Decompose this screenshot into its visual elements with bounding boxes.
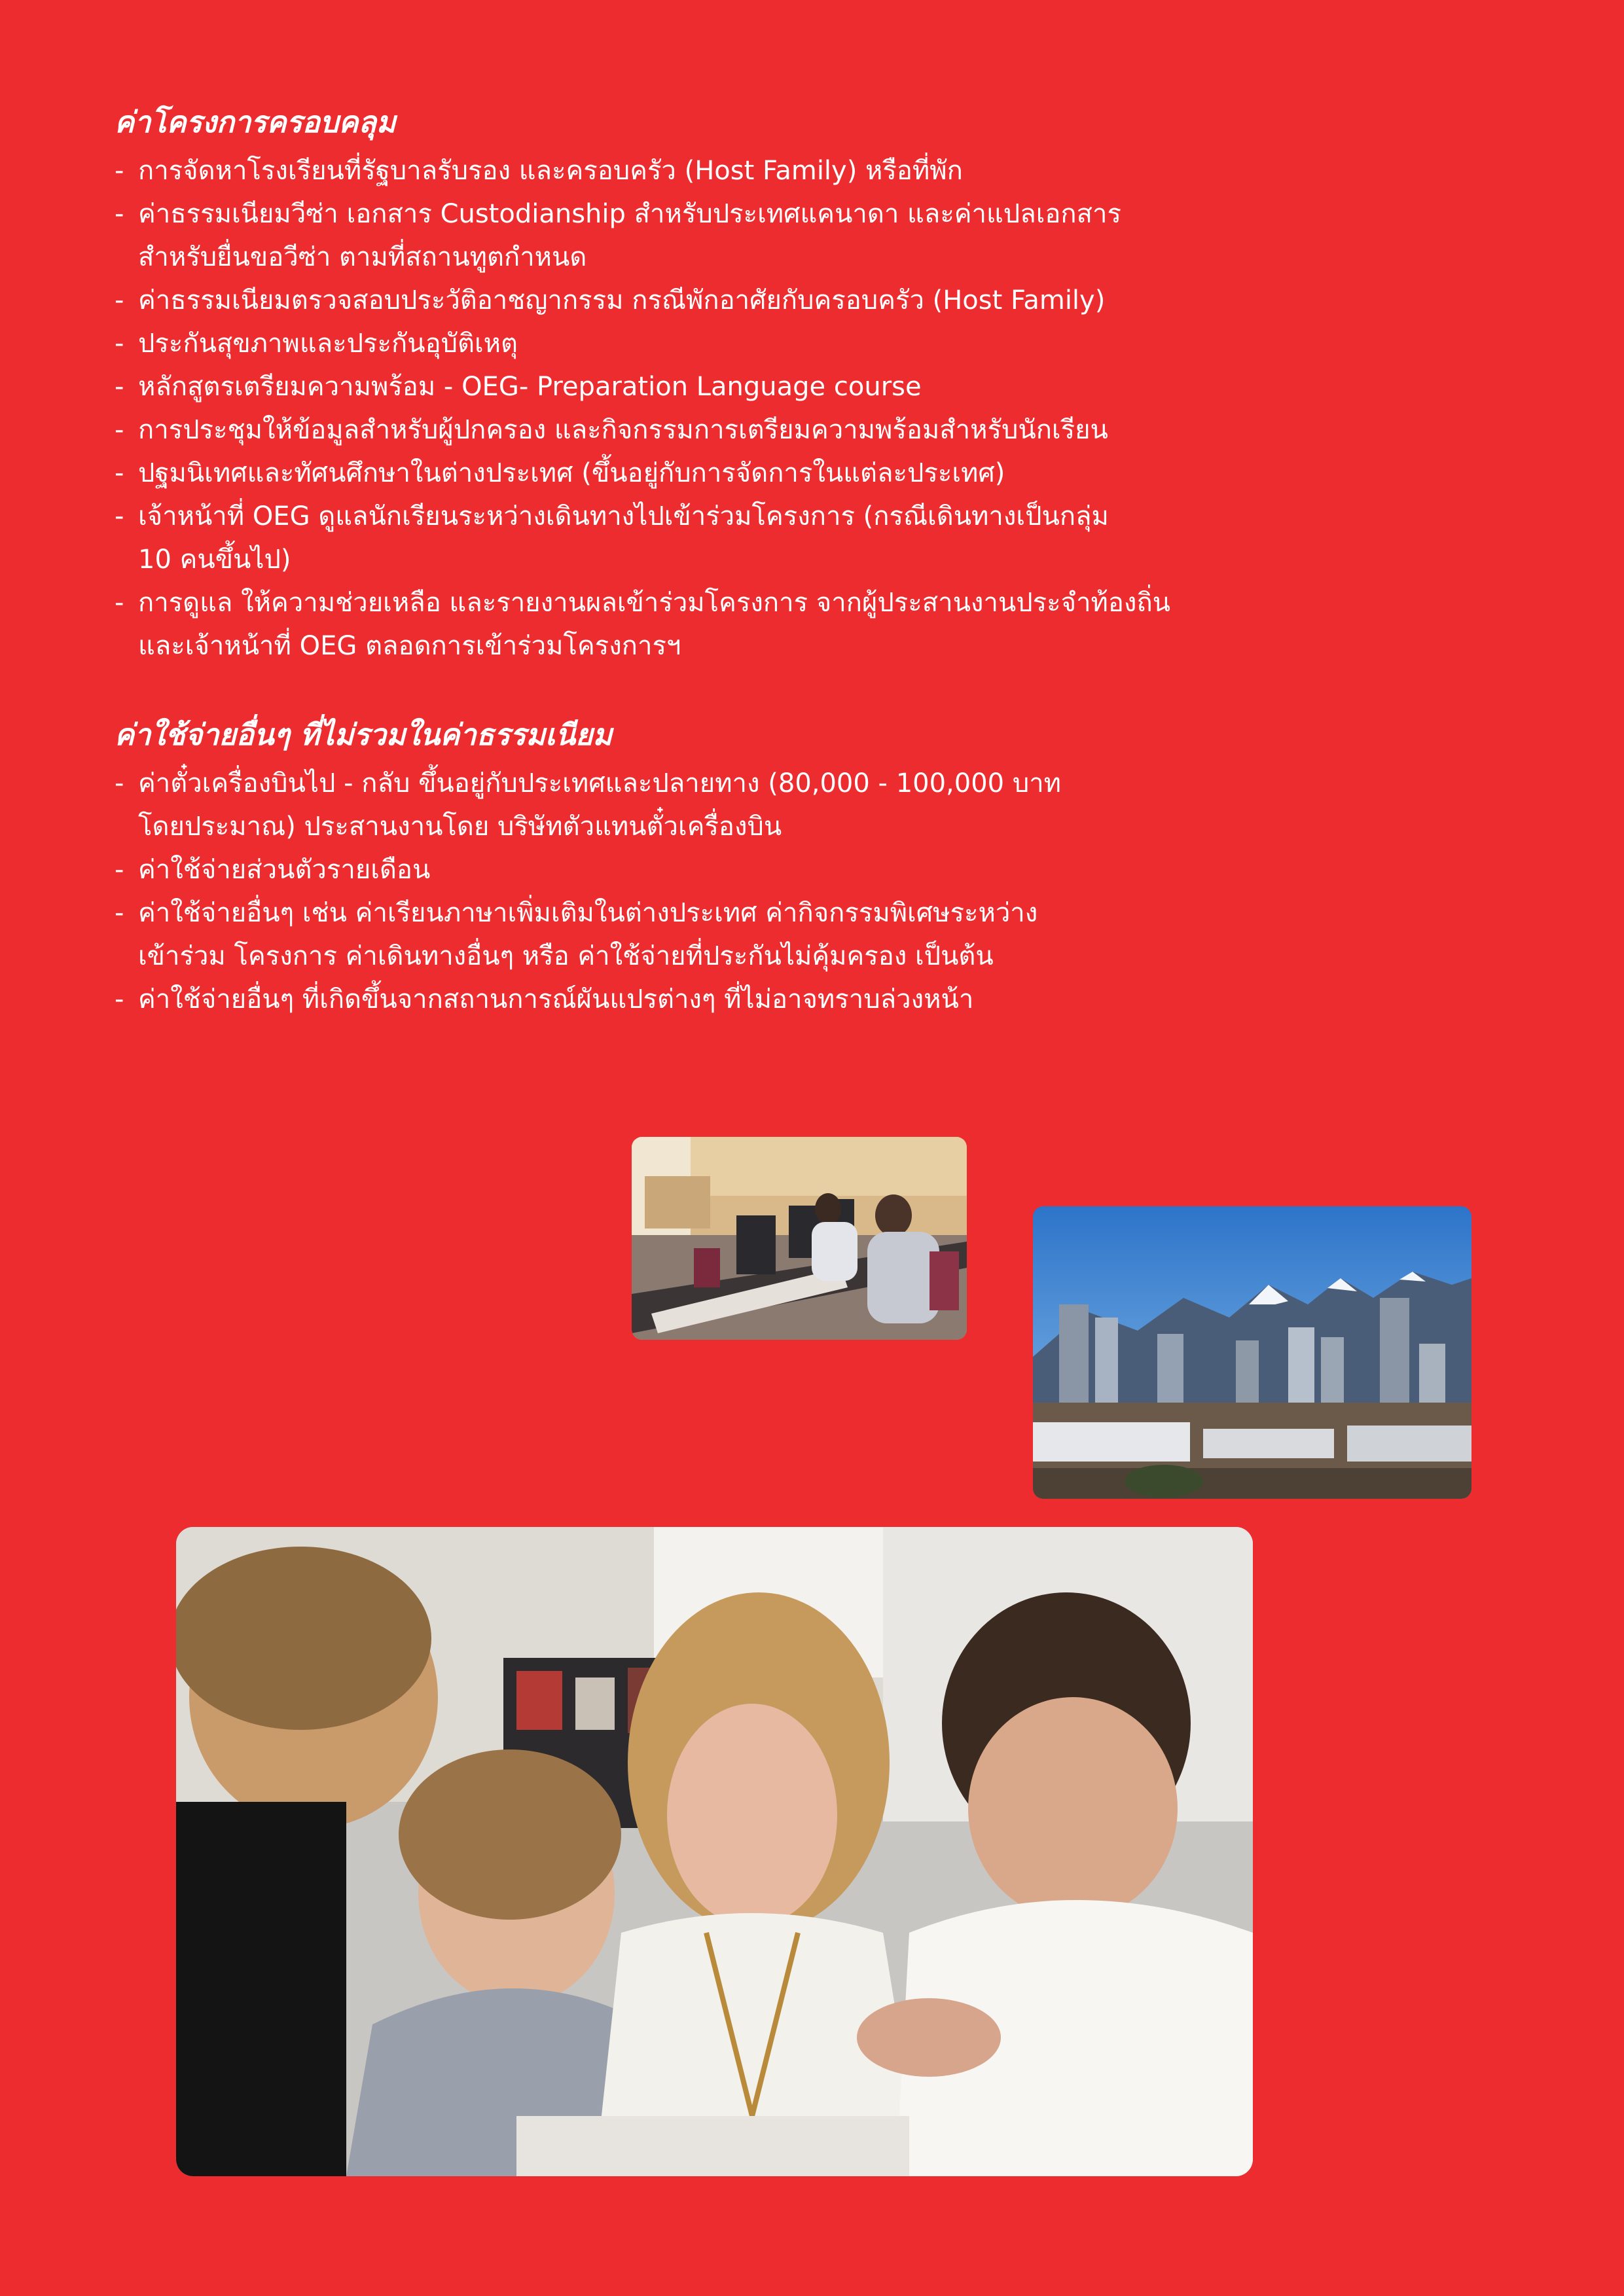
included-costs-title: ค่าโครงการครอบคลุม [115, 105, 396, 139]
list-item-text: ค่าตั๋วเครื่องบินไป - กลับ ขึ้นอยู่กับประเทศและปลายทาง (80,000 - 100,000 บาท [138, 768, 1062, 798]
list-item-continuation: 10 คนขึ้นไป) [138, 545, 291, 575]
list-item-text: การประชุมให้ข้อมูลสำหรับผู้ปกครอง และกิจกรรมการเตรียมความพร้อมสำหรับนักเรียน [138, 415, 1108, 445]
included-list-item [115, 149, 1522, 192]
list-item-text: ประกันสุขภาพและประกันอุบัติเหตุ [138, 329, 518, 359]
bullet-dash: - [115, 285, 124, 315]
included-list-item [115, 408, 1522, 452]
list-item-text: ค่าใช้จ่ายส่วนตัวรายเดือน [138, 855, 431, 885]
list-item-continuation: และเจ้าหน้าที่ OEG ตลอดการเข้าร่วมโครงการฯ [138, 631, 681, 661]
bullet-dash: - [115, 156, 124, 186]
teacher-students-photo [176, 1527, 1253, 2176]
excluded-list-item [115, 978, 1522, 1021]
list-item-text: ค่าธรรมเนียมตรวจสอบประวัติอาชญากรรม กรณีพักอาศัยกับครอบครัว (Host Family) [138, 285, 1106, 315]
included-costs-section [115, 99, 1522, 668]
bullet-dash: - [115, 415, 124, 445]
included-list-item [115, 495, 1522, 581]
bullet-dash: - [115, 855, 124, 885]
bullet-dash: - [115, 898, 124, 928]
list-item-text: ค่าใช้จ่ายอื่นๆ เช่น ค่าเรียนภาษาเพิ่มเติมในต่างประเทศ ค่ากิจกรรมพิเศษระหว่าง [138, 898, 1038, 928]
list-item-text: หลักสูตรเตรียมความพร้อม - OEG- Preparation Language course [138, 372, 922, 402]
included-list-item [115, 452, 1522, 495]
bullet-dash: - [115, 501, 124, 531]
excluded-costs-list [115, 762, 1522, 1021]
bullet-dash: - [115, 372, 124, 402]
list-item-text: การจัดหาโรงเรียนที่รัฐบาลรับรอง และครอบครัว (Host Family) หรือที่พัก [138, 156, 963, 186]
list-item-text: การดูแล ให้ความช่วยเหลือ และรายงานผลเข้าร่วมโครงการ จากผู้ประสานงานประจำท้องถิ่น [138, 588, 1171, 618]
bullet-dash: - [115, 984, 124, 1014]
excluded-list-item [115, 848, 1522, 891]
list-item-text: เจ้าหน้าที่ OEG ดูแลนักเรียนระหว่างเดินทางไปเข้าร่วมโครงการ (กรณีเดินทางเป็นกลุ่ม [138, 501, 1109, 531]
list-item-text: ค่าใช้จ่ายอื่นๆ ที่เกิดขึ้นจากสถานการณ์ผันแปรต่างๆ ที่ไม่อาจทราบล่วงหน้า [138, 984, 974, 1014]
list-item-text: ปฐมนิเทศและทัศนศึกษาในต่างประเทศ (ขึ้นอยู่กับการจัดการในแต่ละประเทศ) [138, 458, 1005, 488]
included-list-item [115, 279, 1522, 322]
included-list-item [115, 192, 1522, 279]
list-item-continuation: เข้าร่วม โครงการ ค่าเดินทางอื่นๆ หรือ ค่าใช้จ่ายที่ประกันไม่คุ้มครอง เป็นต้น [138, 941, 994, 971]
bullet-dash: - [115, 588, 124, 618]
bullet-dash: - [115, 199, 124, 229]
list-item-text: ค่าธรรมเนียมวีซ่า เอกสาร Custodianship สำหรับประเทศแคนาดา และค่าแปลเอกสาร [138, 199, 1121, 229]
included-list-item [115, 365, 1522, 408]
excluded-costs-section [115, 712, 1522, 1021]
classroom-photo [632, 1137, 967, 1340]
excluded-list-item [115, 762, 1522, 848]
excluded-costs-title: ค่าใช้จ่ายอื่นๆ ที่ไม่รวมในค่าธรรมเนียม [115, 717, 613, 752]
list-item-continuation: สำหรับยื่นขอวีซ่า ตามที่สถานทูตกำหนด [138, 242, 587, 272]
bullet-dash: - [115, 768, 124, 798]
included-list-item [115, 581, 1522, 668]
excluded-list-item [115, 891, 1522, 978]
bullet-dash: - [115, 458, 124, 488]
bullet-dash: - [115, 329, 124, 359]
list-item-continuation: โดยประมาณ) ประสานงานโดย บริษัทตัวแทนตั๋วเครื่องบิน [138, 812, 782, 842]
included-list-item [115, 322, 1522, 365]
included-costs-list [115, 149, 1522, 668]
city-skyline-photo [1033, 1206, 1471, 1499]
